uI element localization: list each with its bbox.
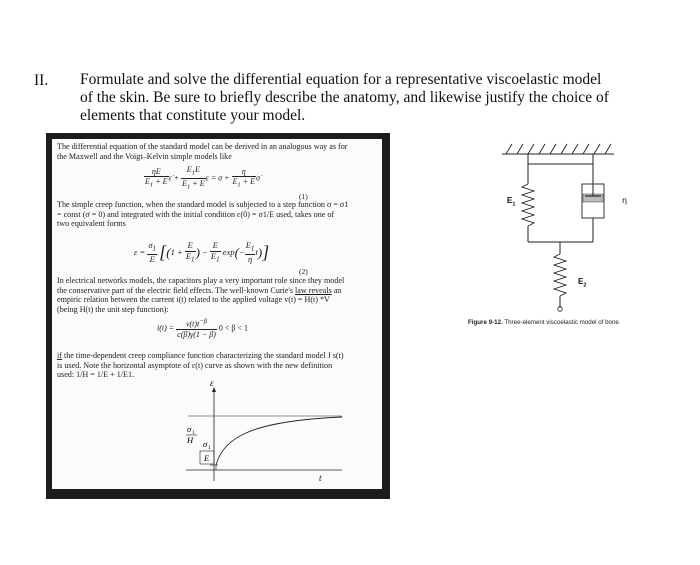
label-e1-letter: E [507,196,513,205]
paragraph-4-line-1-text: the time-dependent creep compliance function characterizing the standard model J s(t) [61,351,344,360]
graph-creep-curve [216,417,342,465]
label-e2-sub: 2 [583,282,587,289]
equation-2-number: (2) [299,267,308,276]
paragraph-3-line-1: In electrical networks models, the capacitors play a very important role since they model [57,276,345,285]
curie-law-link[interactable]: law reveals [295,285,332,295]
paragraph-2-line-1: The simple creep function, when the standard model is subjected to a step function σ = σ1 [57,200,349,209]
paragraph-4-if: if [57,351,62,360]
graph-upper-label-sub: 1 [192,430,195,436]
equation-1-number: (1) [299,192,308,201]
paragraph-3-line-2 [57,286,375,296]
figure-caption-text: Three-element viscoelastic model of bone. [502,319,621,326]
dashpot-eta [582,184,604,218]
paragraph-3-line-2-text: the conservative part of the electric field effects. The well-known Curie's [57,285,296,295]
paragraph-1-line-1: The differential equation of the standard model can be derived in an analogous way as for [57,142,348,151]
figure-caption [468,319,621,326]
graph-upper-label-denom: H [187,435,194,445]
paragraph-4 [57,351,375,380]
graph-lower-label-sub: 1 [208,445,211,451]
equation-1: $\frac{\eta E}{E_1 + E}$ ε̇ + $\frac{E_1E}{E_1 + E}$ ε = σ + $\frac{\eta}{E_1 + E}$ σ̇ [145,165,260,191]
paragraph-2-line-2: = const (σ̇ = 0) and integrated with the initial condition ε(0) = σ1/E used, takes one of [57,209,335,219]
question-line-1: Formulate and solve the differential equation for a representative viscoelastic model [80,71,602,88]
graph-y-label: ε [210,378,214,388]
graph-lower-label: σ [203,439,208,449]
graph-upper-label: σ [187,424,192,434]
creep-curve-graph [142,377,342,485]
question-line-2: of the skin. Be sure to briefly describe the anatomy, and likewise justify the choice of [80,89,609,106]
figure-caption-label: Figure 9-12. [468,319,503,326]
excerpt-page [52,139,382,489]
graph-x-label: t [319,473,322,483]
label-e2 [578,277,586,289]
paragraph-4-line-3: used: 1/H = 1/E + 1/E1. [57,370,135,380]
label-e1 [507,196,515,208]
label-eta: η [622,196,628,205]
equation-3: i(t) = $\frac{v(t)t^{-\beta}}{c(\beta)\gamma(1 - \beta)}$ 0 < β < 1 [157,318,248,340]
paragraph-2-line-3: two equivalent forms [57,219,126,229]
paragraph-4-line-2: is used. Note the horizontal asymptote of ε(t) curve as shown with the new definition [57,360,333,370]
label-e2-letter: E [578,277,584,286]
paragraph-1-line-2: the Maxwell and the Voigt–Kelvin simple models like [57,151,232,161]
paragraph-4-line-1 [57,351,375,361]
spring-e1 [522,184,534,226]
equation-2: ε = $\frac{\sigma_1}{E}$ [(1 + $\frac{E}{E_1}$ ) − $\frac{E}{E_1}$ exp(− $\frac{E_1}{\eta}$ t)] [134,240,270,265]
excerpt-screenshot [46,133,390,499]
graph-lower-label-denom: E [204,453,210,463]
paragraph-2 [57,200,375,229]
label-e1-sub: 1 [512,201,516,208]
question-line-3: elements that constitute your model. [80,107,306,124]
paragraph-3-line-2-end: an [331,285,342,295]
paragraph-3-line-3: empiric relation between the current i(t) related to the applied voltage v(t) = H(t) *V [57,295,330,305]
question-text [80,71,640,125]
paragraph-1 [57,142,375,161]
equation-3-condition: 0 < β < 1 [218,323,248,333]
spring-e2 [554,254,566,296]
fixed-support [502,144,614,154]
paragraph-3 [57,276,375,314]
viscoelastic-model-figure [490,138,630,313]
paragraph-3-line-4: (being H(t) the unit step function): [57,304,169,314]
question-number: II. [34,72,49,89]
